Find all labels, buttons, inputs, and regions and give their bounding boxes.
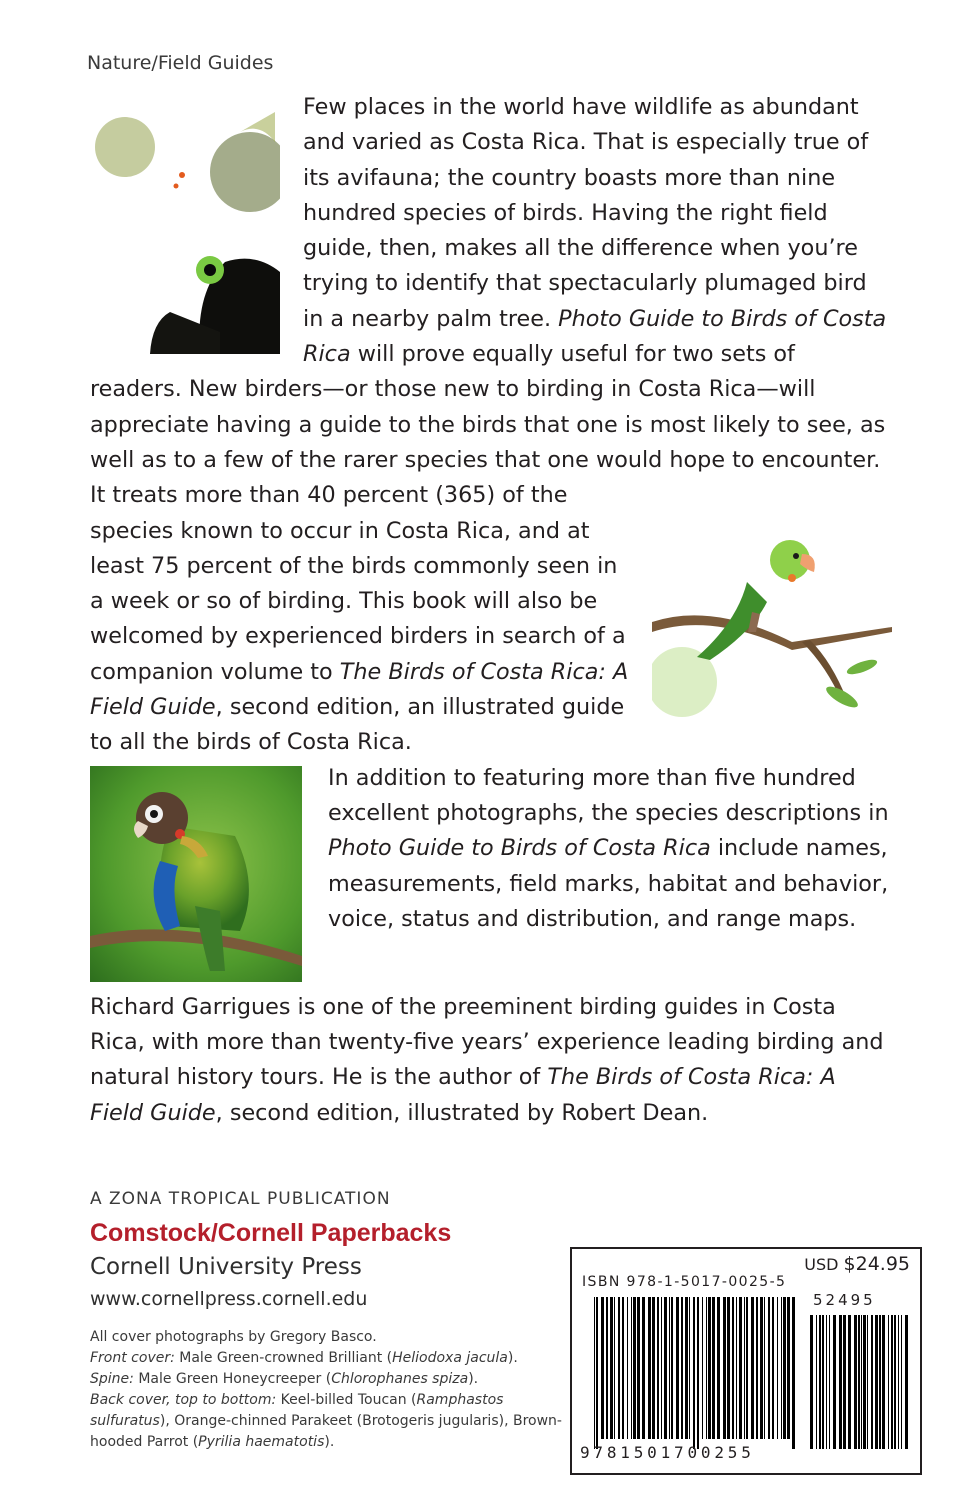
barcode-bar (712, 1297, 715, 1439)
author-name: Richard Garrigues (90, 993, 291, 1020)
barcode-bar (648, 1297, 651, 1439)
barcode-bar (676, 1297, 679, 1439)
description-text: will prove equally useful for two sets of readers. New birders—or those new to birding in Costa Rica—will appreciate having a guide to the birds that one is most likely to see, as well as to a few of the rarer species that one would hope to encounter. (90, 341, 886, 473)
barcode-bar (706, 1297, 707, 1439)
book-title: Photo Guide to Birds of Costa Rica (328, 835, 711, 862)
description-text: Few places in the world have wildlife as abundant and varied as Costa Rica. That is especially true of its avifauna; the country boasts more than nine hundred species of birds. Having the right field guide, then, makes all the difference when you’re trying to identify that spectacularly plumaged bird in a nearby palm tree. (303, 94, 869, 332)
press-name: Cornell University Press (90, 1254, 362, 1280)
barcode-bar (727, 1297, 730, 1439)
credits-label: Back cover, top to bottom: (90, 1392, 277, 1408)
species-name: Heliodoxa jacula (392, 1350, 508, 1366)
category-label: Nature/Field Guides (87, 52, 274, 74)
barcode-bar (781, 1297, 782, 1439)
barcode-bar (810, 1315, 813, 1449)
barcode-bar (882, 1315, 885, 1449)
barcode-bar (756, 1297, 758, 1439)
barcode-bar (772, 1297, 774, 1439)
barcode-bar (732, 1297, 734, 1439)
barcode-bar (594, 1297, 595, 1449)
description-text: include names, measurements, field marks, habitat and behavior, voice, status and distribution, and range maps. (328, 835, 889, 932)
publisher-url: www.cornellpress.cornell.edu (90, 1288, 368, 1310)
credits-text: Male Green Honeycreeper ( (133, 1371, 332, 1387)
description-paragraph-1 (90, 90, 892, 761)
barcode-bar (888, 1315, 889, 1449)
barcode-bar (819, 1315, 821, 1449)
barcode-bar (610, 1297, 613, 1439)
brown-hooded-parrot-photo (90, 766, 302, 982)
species-name: Pyrilia haematotis (198, 1434, 325, 1450)
book-title: The Birds of Costa Rica: A Field Guide (90, 658, 629, 721)
barcode-bar (898, 1315, 899, 1449)
barcode-bar (697, 1297, 699, 1449)
barcode-bar (894, 1315, 896, 1449)
credits-text: Male Green-crowned Brilliant ( (174, 1350, 393, 1366)
barcode-bar (622, 1297, 624, 1439)
price-currency: USD (804, 1255, 844, 1274)
barcode-panel (570, 1247, 922, 1475)
author-bio-text: , second edition, illustrated by Robert Dean. (215, 1099, 709, 1126)
orange-chinned-parakeet-photo (652, 492, 892, 724)
barcode-bar (843, 1315, 846, 1449)
barcode-bar (816, 1315, 817, 1449)
barcode-bar (863, 1315, 866, 1449)
credits-text: Keel-billed Toucan ( (276, 1392, 417, 1408)
barcode-bar (822, 1315, 824, 1449)
barcode-bar (787, 1297, 790, 1439)
description-text: It treats more than 40 percent (365) of the species known to occur in Costa Rica, and at least 75 percent of the birds commonly seen in a week or so of birding. This book will also be welcomed by experienced birders in search of a companion volume to (90, 482, 626, 685)
photo-credits (90, 1327, 570, 1453)
author-bio-text: is one of the preeminent birding guides in Costa Rica, with more than twenty-five years’ experience leading birding and natural history tours. He is the author of (90, 993, 884, 1091)
barcode-bar (891, 1315, 893, 1449)
barcode-bar (875, 1315, 878, 1449)
description-text: In addition to featuring more than five hundred excellent photographs, the species descriptions in (328, 764, 889, 826)
barcode-bar (833, 1315, 836, 1449)
barcode-bar (614, 1297, 615, 1439)
barcode-bar (717, 1297, 720, 1439)
barcode-bar (661, 1297, 662, 1439)
barcode-bar (751, 1297, 754, 1439)
credits-label: Spine: (90, 1371, 134, 1387)
barcode-bar (689, 1297, 690, 1439)
credits-label: Front cover: (90, 1350, 175, 1366)
barcode-bar (723, 1297, 726, 1439)
credits-text: ). (468, 1371, 479, 1387)
barcode-bar (685, 1297, 688, 1439)
barcode-bar (606, 1297, 608, 1439)
barcode-bar (783, 1297, 786, 1439)
barcode-bar (768, 1297, 770, 1439)
ean-digits: 9781501700255 (580, 1443, 755, 1462)
description-text: , second edition, an illustrated guide to all the birds of Costa Rica. (90, 694, 625, 756)
barcode-bar (631, 1297, 632, 1439)
description-paragraph-2 (90, 761, 892, 937)
barcode-bar (777, 1297, 778, 1439)
barcode-bar (652, 1297, 655, 1439)
imprint-name: Comstock/Cornell Paperbacks (90, 1219, 452, 1247)
barcode-bar (879, 1315, 881, 1449)
barcode-bar (839, 1315, 842, 1449)
credits-text: ). (507, 1350, 518, 1366)
barcode-bar (867, 1315, 868, 1449)
barcode-bar (681, 1297, 683, 1439)
barcode-bar (637, 1297, 640, 1439)
series-label: A ZONA TROPICAL PUBLICATION (90, 1189, 391, 1209)
barcode-bar (826, 1315, 827, 1449)
barcode-bar (854, 1315, 857, 1449)
species-name: Ramphastos sulfuratus (90, 1392, 504, 1429)
author-bio (90, 990, 892, 1131)
barcode-bar (792, 1297, 795, 1449)
barcode-bar (671, 1297, 673, 1439)
barcode-bar (633, 1297, 636, 1439)
credits-line: All cover photographs by Gregory Basco. (90, 1329, 377, 1345)
price-value: $24.95 (843, 1253, 910, 1275)
barcode-bar (905, 1315, 908, 1449)
barcode-bar (739, 1297, 742, 1439)
barcode-bar (861, 1315, 862, 1449)
barcode-bar (858, 1315, 860, 1449)
barcode-bar (618, 1297, 620, 1439)
species-name: Chlorophanes spiza (331, 1371, 469, 1387)
book-description-body (90, 90, 892, 1131)
barcode-bar (746, 1297, 748, 1439)
barcode-bar (871, 1315, 873, 1449)
book-title: The Birds of Costa Rica: A Field Guide (90, 1064, 836, 1126)
book-title: Photo Guide to Birds of Costa Rica (303, 305, 887, 368)
barcode-bar (693, 1297, 695, 1449)
barcode-bar (829, 1315, 830, 1449)
barcode-bar (702, 1297, 703, 1439)
barcode-bar (657, 1297, 659, 1439)
barcode-bar (601, 1297, 604, 1439)
barcode-bar (736, 1297, 737, 1439)
credits-text: ), Orange-chinned Parakeet (Brotogeris jugularis), Brown-hooded Parrot ( (90, 1413, 562, 1450)
barcode-bar (627, 1297, 628, 1439)
keel-billed-toucan-photo (90, 102, 280, 354)
barcode-bar (764, 1297, 765, 1439)
barcode-bar (744, 1297, 745, 1439)
isbn-text: ISBN 978-1-5017-0025-5 (582, 1274, 787, 1290)
addon-digits: 52495 (813, 1291, 876, 1309)
barcode-bar (848, 1315, 851, 1449)
credits-text: ). (324, 1434, 335, 1450)
barcode-bar (708, 1297, 711, 1439)
barcode-bar (901, 1315, 902, 1449)
barcode-bar (596, 1297, 598, 1449)
barcode-bar (669, 1297, 670, 1439)
barcode-icon (572, 1249, 920, 1473)
barcode-bar (664, 1297, 667, 1439)
barcode-bar (642, 1297, 645, 1439)
barcode-bar (760, 1297, 763, 1439)
